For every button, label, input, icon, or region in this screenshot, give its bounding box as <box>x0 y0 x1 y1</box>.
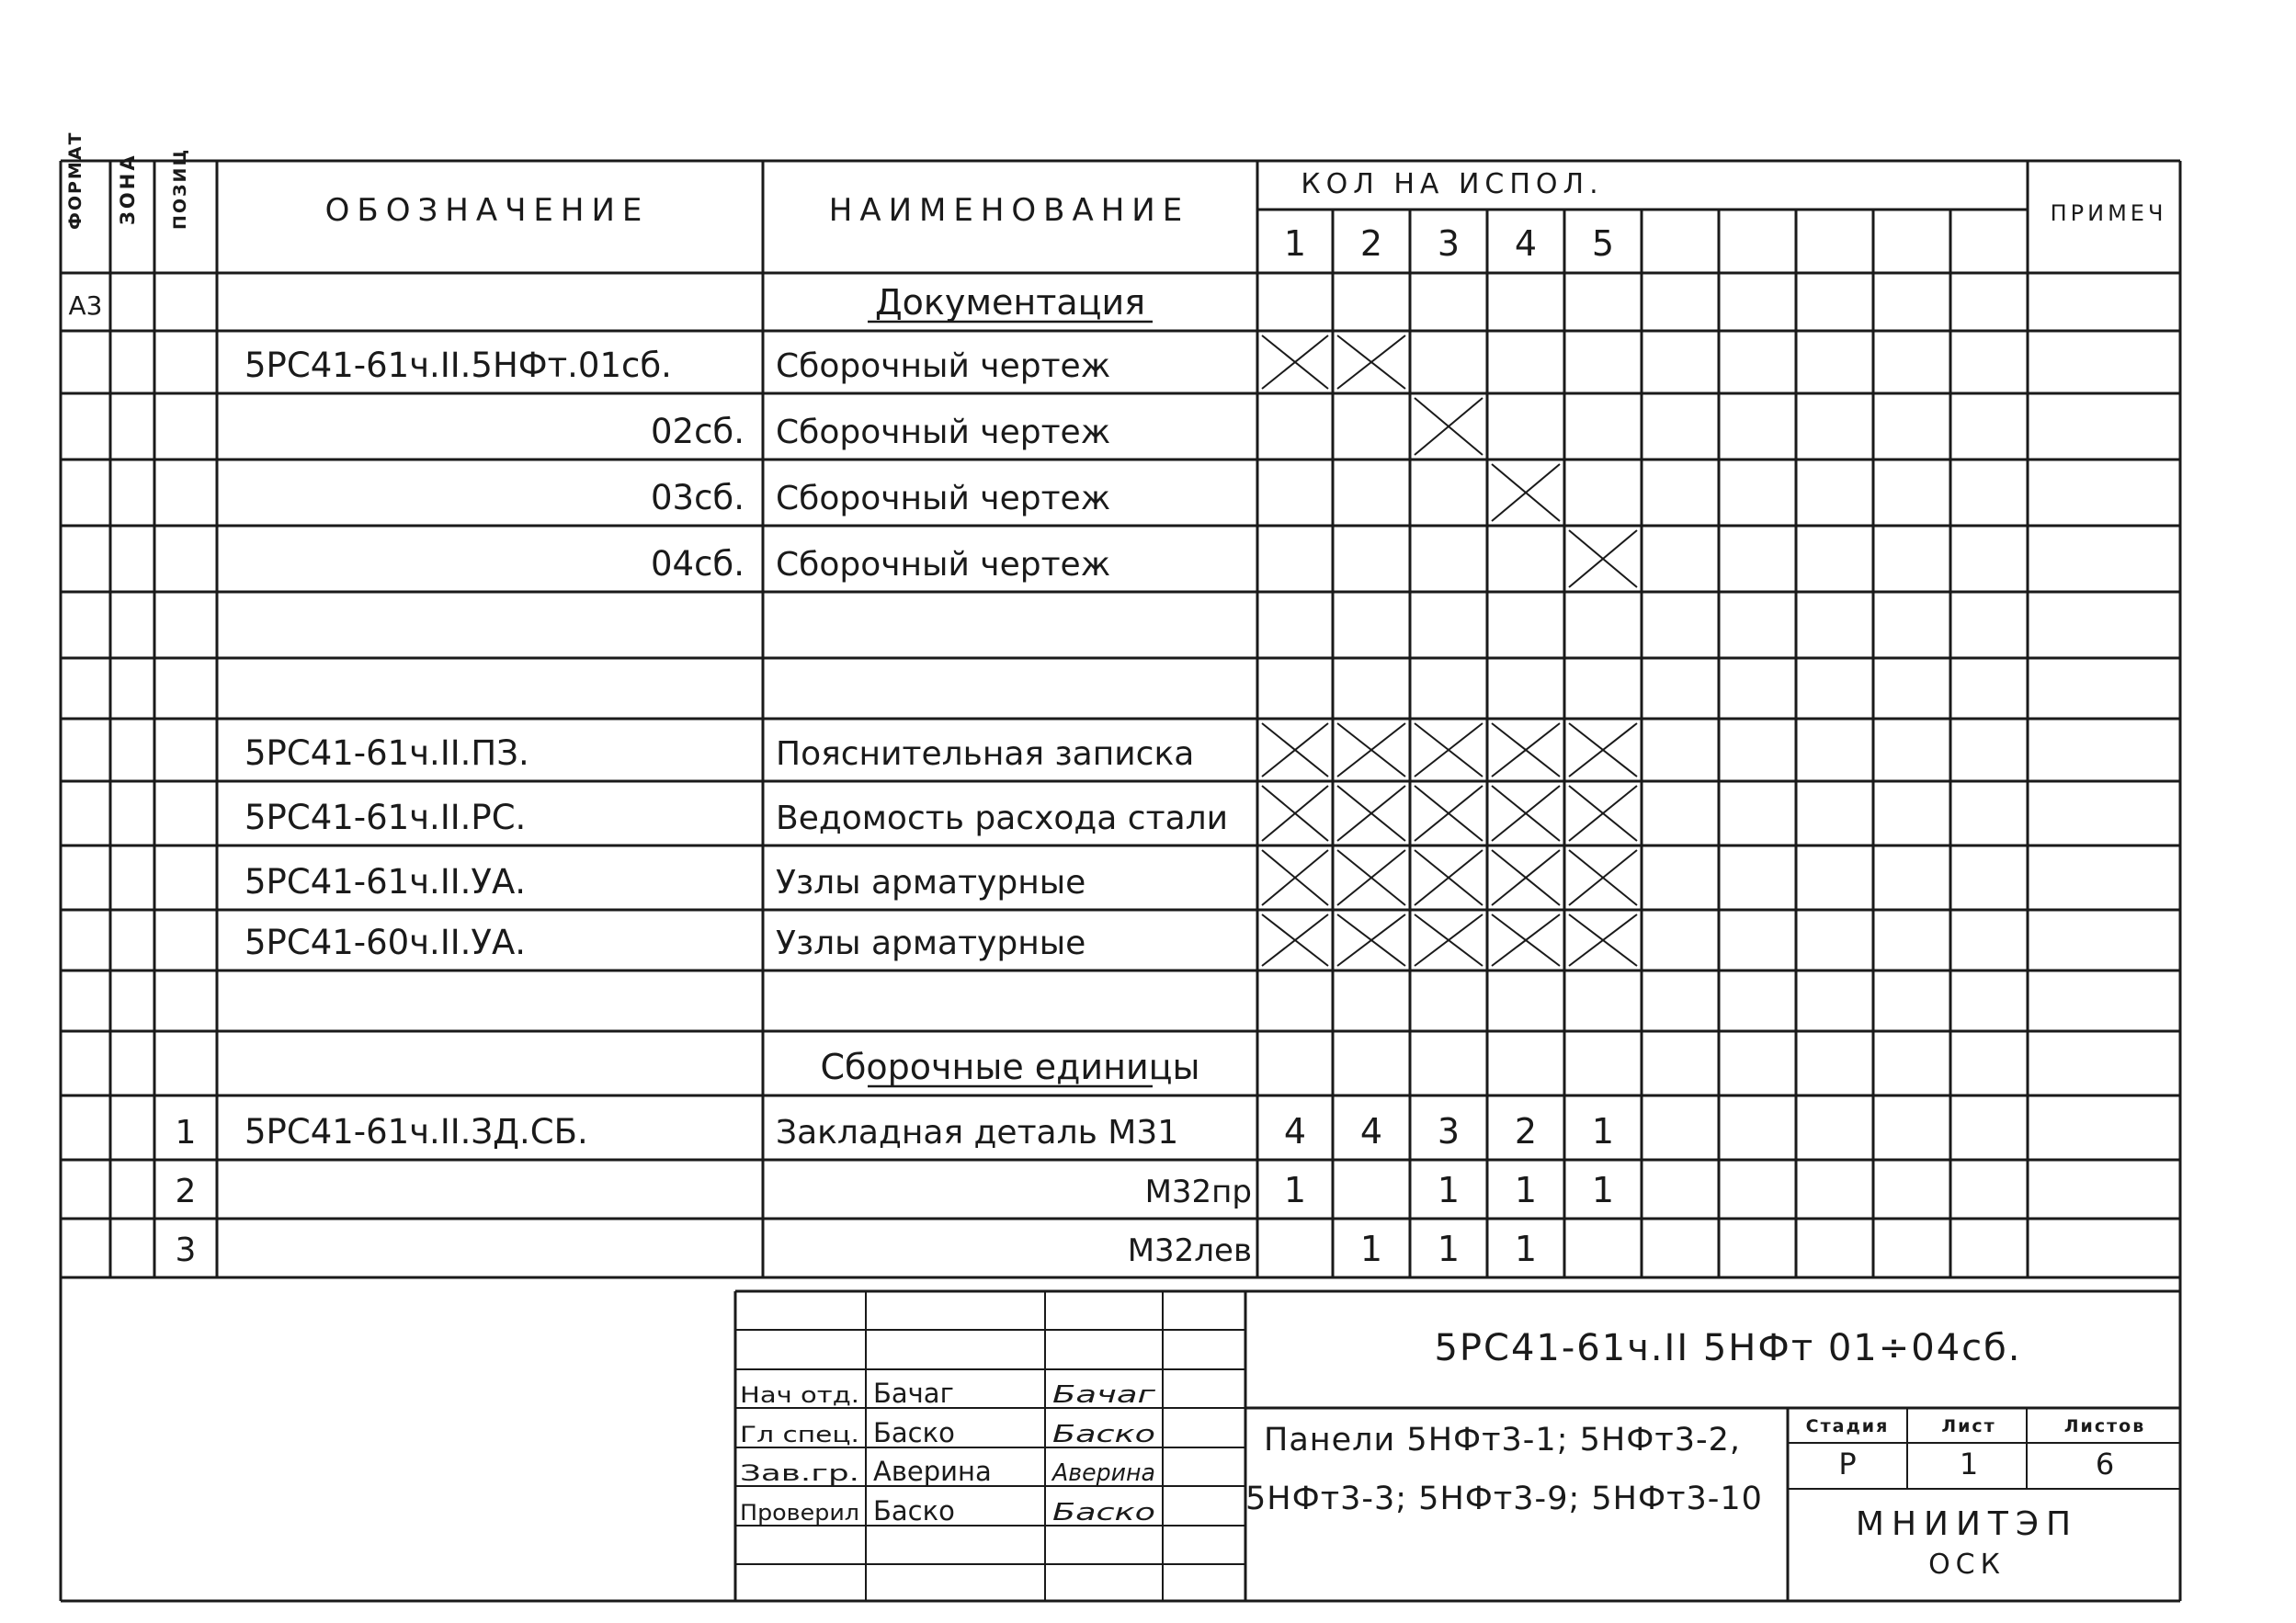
table-row <box>244 850 1637 905</box>
signer-signature: Баско <box>1052 1421 1155 1448</box>
quantity-cell: 4 <box>1283 1111 1307 1152</box>
variant-header-1: 1 <box>1283 223 1307 264</box>
quantity-cell: 1 <box>1283 1170 1307 1210</box>
row-format: А3 <box>68 290 103 321</box>
applicability-cross-mark <box>1337 786 1405 841</box>
sheets-value: 6 <box>2095 1447 2115 1481</box>
quantity-cell: 4 <box>1359 1111 1383 1152</box>
row-name: Сборочный чертеж <box>776 347 1111 385</box>
sheets-label: Листов <box>2063 1416 2146 1436</box>
applicability-cross-mark <box>1492 914 1560 966</box>
signer-signature: Бачаг <box>1052 1381 1156 1409</box>
row-position: 3 <box>175 1231 197 1269</box>
header-note: ПРИМЕЧ <box>2050 200 2167 226</box>
table-row <box>820 1047 1199 1087</box>
table-row <box>651 398 1483 455</box>
header-quantity-group: КОЛ НА ИСПОЛ. <box>1301 168 1604 200</box>
signers-list <box>740 1378 1155 1527</box>
organization-subdivision: ОСК <box>1928 1549 2006 1581</box>
table-rows <box>69 282 1637 1269</box>
signer-row <box>740 1456 1155 1487</box>
row-name: М32лев <box>1127 1232 1252 1269</box>
row-position: 2 <box>175 1173 197 1210</box>
row-designation: 5РС41-61ч.II.ПЗ. <box>244 733 529 773</box>
signer-role: Нач отд. <box>740 1382 859 1408</box>
variant-header-2: 2 <box>1359 223 1383 264</box>
row-name: Сборочный чертеж <box>776 546 1111 584</box>
applicability-cross-mark <box>1262 723 1328 777</box>
section-heading: Документация <box>874 282 1146 323</box>
signer-row <box>740 1417 1155 1448</box>
header-format: ФОРМАТ <box>65 131 85 230</box>
title-line-1: Панели 5НФт3-1; 5НФт3-2, <box>1264 1422 1742 1458</box>
table-row <box>176 1111 1615 1152</box>
organization-name: МНИИТЭП <box>1855 1505 2079 1543</box>
applicability-cross-mark <box>1415 723 1483 777</box>
row-designation: 5РС41-61ч.II.УА. <box>244 862 527 902</box>
signer-row <box>740 1378 1155 1409</box>
applicability-cross-mark <box>1415 786 1483 841</box>
applicability-cross-mark <box>1337 850 1405 905</box>
title-line-2: 5НФт3-3; 5НФт3-9; 5НФт3-10 <box>1245 1481 1763 1517</box>
applicability-cross-mark <box>1415 914 1483 966</box>
applicability-cross-mark <box>1415 850 1483 905</box>
applicability-cross-mark <box>1492 723 1560 777</box>
table-row <box>176 1170 1615 1210</box>
applicability-cross-mark <box>1569 914 1637 966</box>
quantity-cell: 1 <box>1514 1229 1538 1269</box>
table-row <box>244 786 1637 841</box>
signer-role: Гл спец. <box>740 1422 859 1447</box>
table-grid <box>61 161 2180 1277</box>
quantity-cell: 2 <box>1514 1111 1538 1152</box>
row-name: Узлы арматурные <box>776 925 1086 962</box>
row-designation: 04сб. <box>650 544 744 584</box>
row-designation: 5РС41-61ч.II.РС. <box>244 798 527 837</box>
title-block <box>61 1277 2180 1601</box>
signer-surname: Баско <box>873 1495 955 1527</box>
table-row <box>651 530 1637 587</box>
quantity-cell: 3 <box>1437 1111 1461 1152</box>
header-zone: ЗОНА <box>117 153 139 225</box>
signer-role: Зав.гр. <box>740 1460 859 1486</box>
applicability-cross-mark <box>1569 530 1637 587</box>
section-heading: Сборочные единицы <box>820 1047 1200 1087</box>
sheet-label: Лист <box>1941 1416 1996 1436</box>
signer-role: Проверил <box>740 1500 859 1526</box>
quantity-cell: 1 <box>1437 1229 1461 1269</box>
applicability-cross-mark <box>1569 786 1637 841</box>
row-name: Ведомость расхода стали <box>776 800 1229 837</box>
stage-label: Стадия <box>1805 1416 1890 1436</box>
applicability-cross-mark <box>1492 850 1560 905</box>
document-code: 5РС41-61ч.II 5НФт 01÷04сб. <box>1434 1327 2022 1369</box>
applicability-cross-mark <box>1262 914 1328 966</box>
row-name: М32пр <box>1144 1174 1252 1210</box>
sheet-value: 1 <box>1959 1447 1979 1481</box>
table-row <box>69 282 1153 323</box>
applicability-cross-mark <box>1569 723 1637 777</box>
table-row <box>244 723 1637 777</box>
applicability-cross-mark <box>1262 850 1328 905</box>
row-designation: 5РС41-61ч.II.ЗД.СБ. <box>244 1112 588 1152</box>
quantity-cell: 1 <box>1437 1170 1461 1210</box>
variant-header-3: 3 <box>1437 223 1461 264</box>
signer-surname: Баско <box>873 1417 955 1448</box>
table-row <box>651 464 1560 521</box>
row-name: Сборочный чертеж <box>776 480 1111 517</box>
applicability-cross-mark <box>1337 914 1405 966</box>
applicability-cross-mark <box>1415 398 1483 455</box>
quantity-cell: 1 <box>1591 1111 1615 1152</box>
header-name: НАИМЕНОВАНИЕ <box>828 192 1190 229</box>
signer-signature: Баско <box>1052 1499 1155 1527</box>
row-position: 1 <box>175 1114 197 1152</box>
signer-signature: Аверина <box>1051 1459 1155 1487</box>
variant-header-5: 5 <box>1591 223 1615 264</box>
row-name: Закладная деталь М31 <box>776 1114 1179 1152</box>
table-row <box>244 335 1405 389</box>
signer-surname: Бачаг <box>873 1378 954 1409</box>
quantity-cell: 1 <box>1359 1229 1383 1269</box>
row-designation: 5РС41-61ч.II.5НФт.01сб. <box>244 346 672 385</box>
applicability-cross-mark <box>1262 786 1328 841</box>
applicability-cross-mark <box>1492 786 1560 841</box>
applicability-cross-mark <box>1337 335 1405 389</box>
header-designation: ОБОЗНАЧЕНИЕ <box>324 192 650 229</box>
row-designation: 02сб. <box>650 412 744 451</box>
applicability-cross-mark <box>1337 723 1405 777</box>
table-header <box>65 131 2166 265</box>
signer-surname: Аверина <box>873 1456 992 1487</box>
quantity-cell: 1 <box>1591 1170 1615 1210</box>
header-position: ПОЗИЦ <box>170 147 190 230</box>
row-name: Пояснительная записка <box>776 735 1195 773</box>
stage-value: Р <box>1838 1447 1857 1481</box>
row-designation: 5РС41-60ч.II.УА. <box>244 923 527 962</box>
quantity-cell: 1 <box>1514 1170 1538 1210</box>
row-name: Сборочный чертеж <box>776 414 1111 451</box>
applicability-cross-mark <box>1569 850 1637 905</box>
table-row <box>244 914 1637 966</box>
signer-row <box>740 1495 1155 1527</box>
row-designation: 03сб. <box>650 478 744 517</box>
variant-header-4: 4 <box>1514 223 1538 264</box>
applicability-cross-mark <box>1262 335 1328 389</box>
applicability-cross-mark <box>1492 464 1560 521</box>
row-name: Узлы арматурные <box>776 864 1086 902</box>
